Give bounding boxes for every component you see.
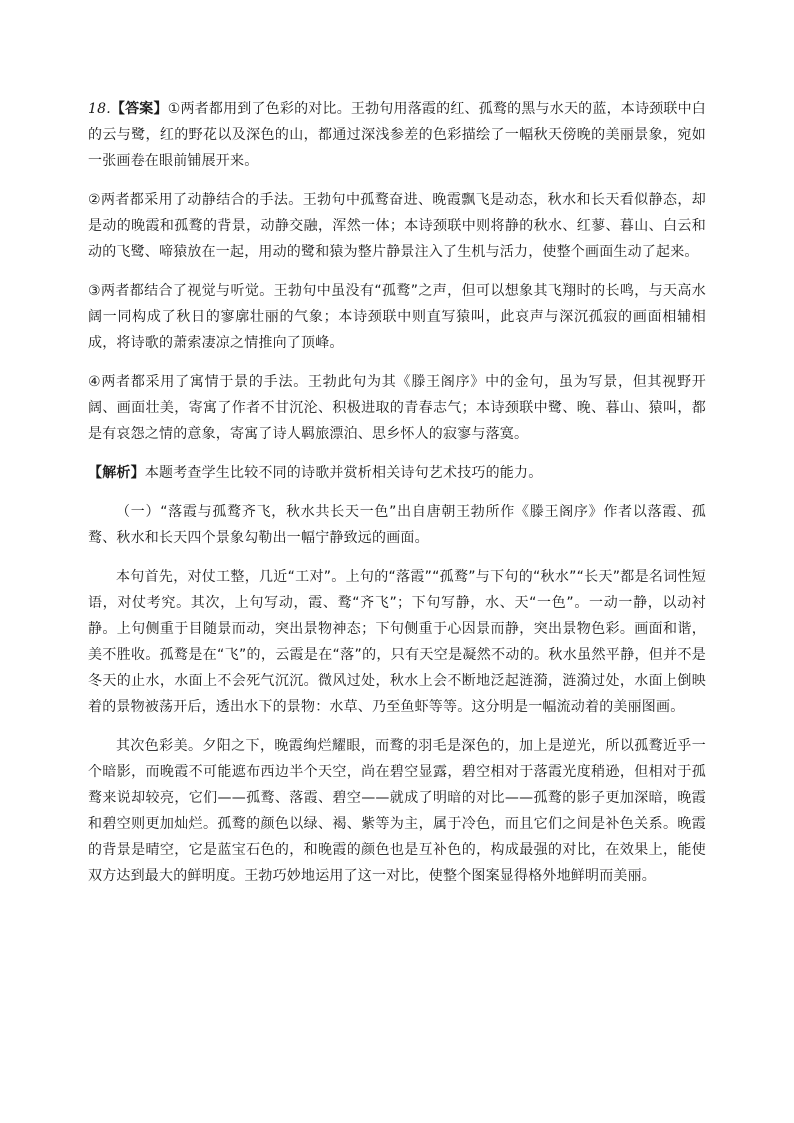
analysis-paragraph-2: 本句首先，对仗工整，几近“工对”。上句的“落霞”“孤鹜”与下句的“秋水”“长天”都是名词性短语，对仗考究。其次，上句写动，霞、鹜“齐飞”；下句写静，水、天“一色”。一动一静，以动衬静。上句侧重于目随景而动，突出景物神态；下句侧重于心因景而静，突出景物色彩。画面和谐，美不胜收。孤鹜是在“飞”的，云霞是在“落”的，只有天空是凝然不动的。秋水虽然平静，但并不是冬天的止水，水面上不会死气沉沉。微风过处，秋水上会不断地泛起涟漪，涟漪过处，水面上倒映着的景物被荡开后，透出水下的景物：水草、乃至鱼虾等等。这分明是一幅流动着的美丽图画。 [88,569,706,715]
analysis-paragraph-3: 其次色彩美。夕阳之下，晚霞绚烂耀眼，而鹜的羽毛是深色的，加上是逆光，所以孤鹜近乎一个暗影，而晚霞不可能遮布西边半个天空，尚在碧空显露，碧空相对于落霞光度稍逊，但相对于孤鹜来说却较亮，它们——孤鹜、落霞、碧空——就成了明暗的对比——孤鹜的影子更加深暗，晚霞和碧空则更加灿烂。孤鹜的颜色以绿、褐、紫等为主，属于冷色，而且它们之间是补色关系。晚霞的背景是晴空，它是蓝宝石色的，和晚霞的颜色也是互补色的，构成最强的对比，在效果上，能使双方达到最大的鲜明度。王勃巧妙地运用了这一对比，使整个图案显得格外地鲜明而美丽。 [88,738,706,884]
analysis-label: 【解析】 [88,465,145,481]
answer-paragraph-4: ④两者都采用了寓情于景的手法。王勃此句为其《滕王阁序》中的金句，虽为写景，但其视野开阔、画面壮美，寄寓了作者不甘沉沦、积极进取的青春志气；本诗颈联中鹭、晚、暮山、猿叫，都是有哀怨之情的意象，寄寓了诗人羁旅漂泊、思乡怀人的寂寥与落寞。 [88,374,706,442]
analysis-intro-text: 本题考查学生比较不同的诗歌并赏析相关诗句艺术技巧的能力。 [144,465,543,481]
answer-paragraph-2: ②两者都采用了动静结合的手法。王勃句中孤鹜奋进、晚霞飘飞是动态，秋水和长天看似静态，却是动的晚霞和孤鹜的背景，动静交融，浑然一体；本诗颈联中则将静的秋水、红蓼、暮山、白云和动的飞鹭、啼猿放在一起，用动的鹭和猿为整片静景注入了生机与活力，使整个画面生动了起来。 [88,192,706,260]
answer-paragraph-1 [88,96,706,174]
analysis-paragraph-1: （一）“落霞与孤鹜齐飞，秋水共长天一色”出自唐朝王勃所作《滕王阁序》作者以落霞、孤鹜、秋水和长天四个景象勾勒出一幅宁静致远的画面。 [88,504,706,546]
answer-label: 【答案】 [110,101,168,117]
question-number: 18. [88,101,111,117]
answer-text-1: ①两者都用到了色彩的对比。王勃句用落霞的红、孤鹜的黑与水天的蓝，本诗颈联中白的云与鹭，红的野花以及深色的山，都通过深浅参差的色彩描绘了一幅秋天傍晚的美丽景象，宛如一张画卷在眼前铺展开来。 [88,101,706,169]
answer-paragraph-3: ③两者都结合了视觉与听觉。王勃句中虽没有“孤鹜”之声，但可以想象其飞翔时的长鸣，与天高水阔一同构成了秋日的寥廓壮丽的气象；本诗颈联中则直写猿叫，此哀声与深沉孤寂的画面相辅相成，将诗歌的萧索凄凉之情推向了顶峰。 [88,283,706,351]
analysis-intro [88,460,706,486]
